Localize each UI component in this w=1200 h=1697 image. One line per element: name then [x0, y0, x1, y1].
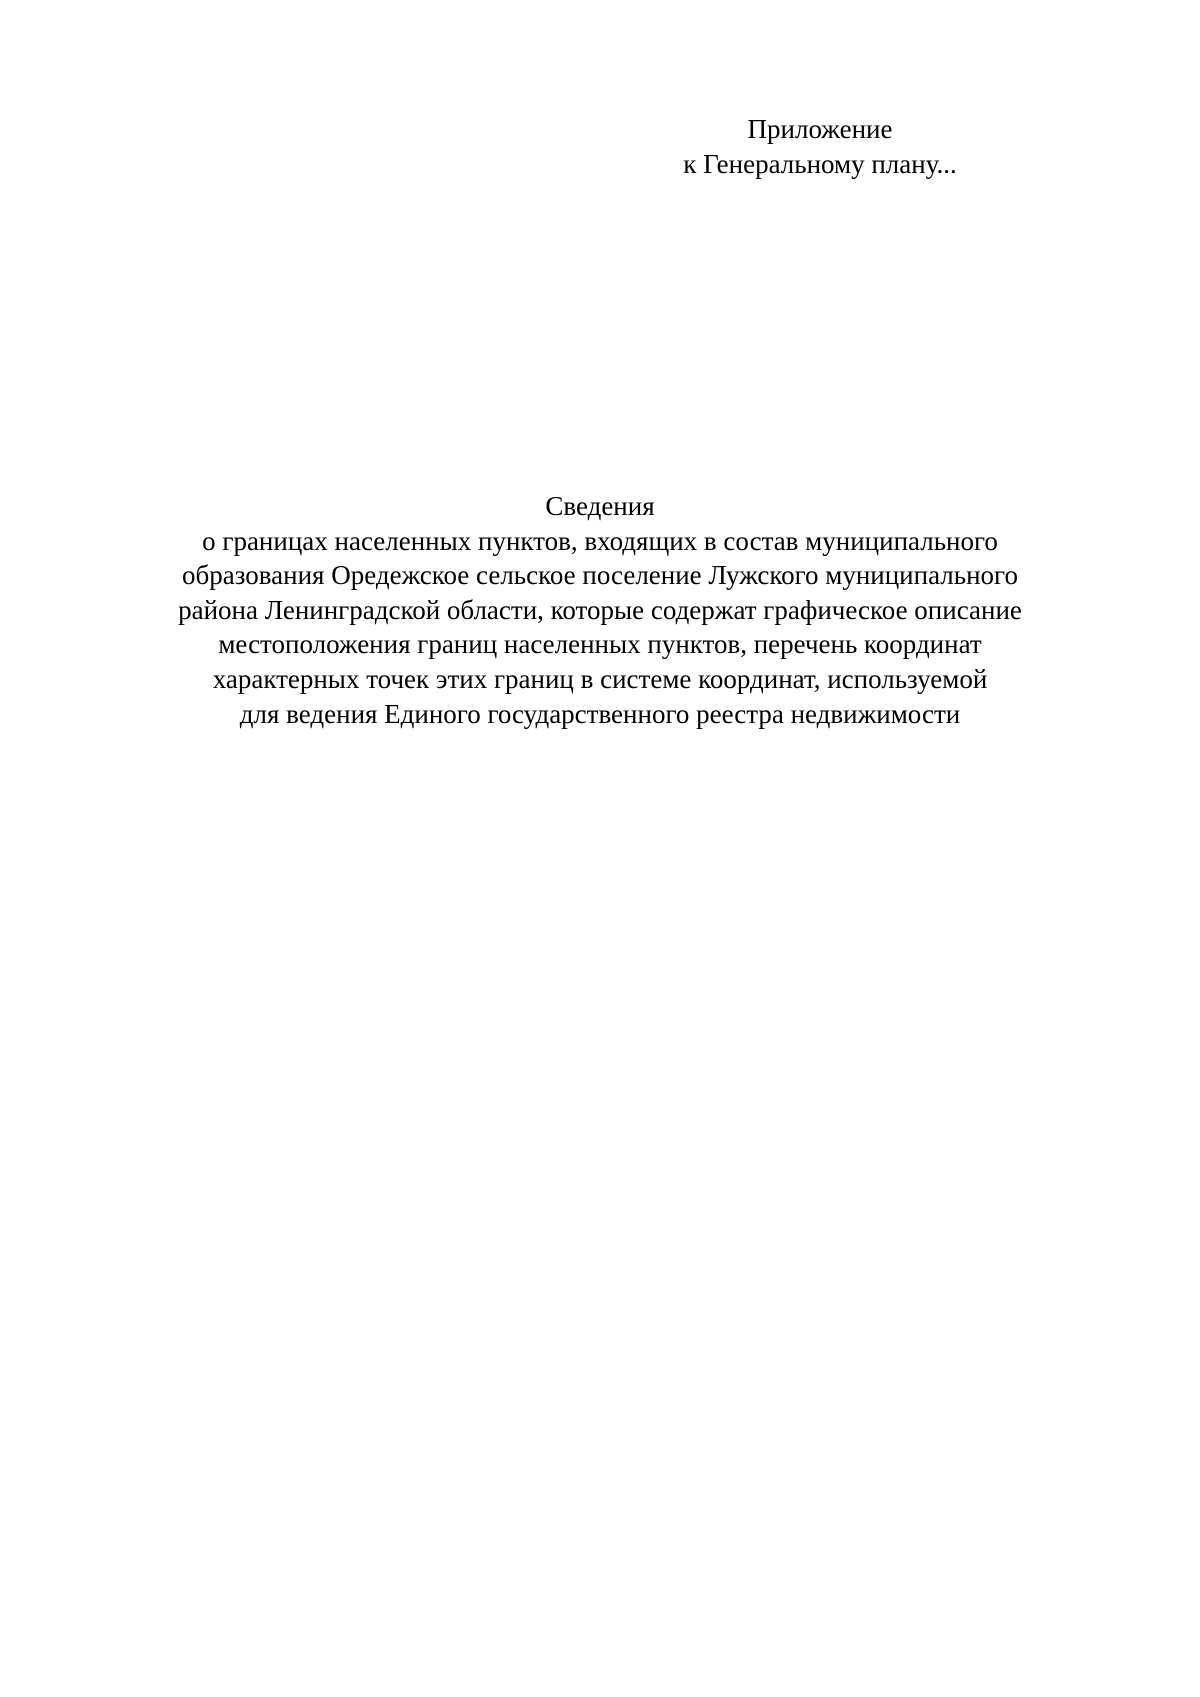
appendix-note — [660, 112, 980, 182]
info-line: характерных точек этих границ в системе координат, используемой — [212, 663, 988, 694]
info-block — [130, 489, 1070, 731]
info-line: образования Оредежское сельское поселение Лужского муниципального — [182, 560, 1018, 591]
info-line: для ведения Единого государственного реестра недвижимости — [239, 698, 961, 729]
appendix-label: Приложение — [747, 114, 893, 144]
info-line: района Ленинградской области, которые содержат графическое описание — [178, 594, 1022, 625]
info-line: местоположения границ населенных пунктов, перечень координат — [218, 629, 982, 660]
info-title: Сведения — [545, 491, 655, 521]
info-line: о границах населенных пунктов, входящих в состав муниципального — [202, 525, 998, 556]
appendix-reference: к Генеральному плану... — [683, 149, 957, 179]
